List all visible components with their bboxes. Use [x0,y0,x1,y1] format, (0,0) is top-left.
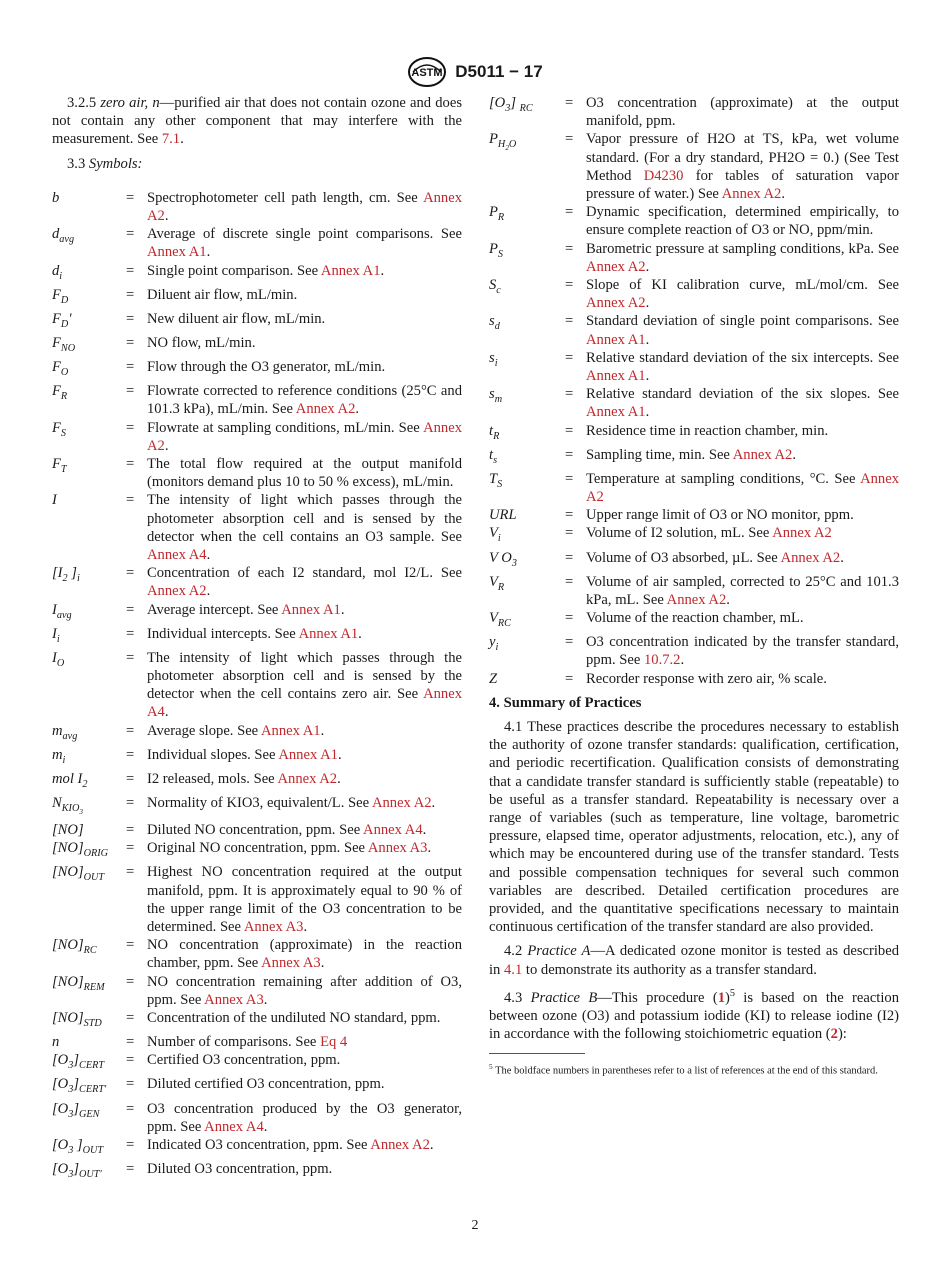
symbol-row: [$I_2$ ]$_i$ = Concentration of each I2 standard, mol I2/L. See Annex A2. [52,565,462,600]
para-3-3: 3.3 Symbols: [67,155,143,172]
symbol-row: $V_i$ = Volume of I2 solution, mL. See Annex A2 [489,525,832,545]
symbol-row: $m_{avg}$ = Average slope. See Annex A1. [52,722,325,742]
symbol-row: $s_m$ = Relative standard deviation of the six slopes. See Annex A1. [489,386,899,421]
para-4-3: 4.3 Practice B—This procedure $(1)^5$ is based on the reaction between ozone (O3) and potassium iodide (KI) to release iodine (I2) in accordance with the following stoichiometric equation (2): [489,987,900,1043]
symbol-row: $F_O$ = Flow through the O3 generator, mL/min. [52,359,386,378]
symbol-row: $F_D'$ = New diluent air flow, mL/min. [52,310,326,330]
footnote: $^5$ The boldface numbers in parentheses refer to a list of references at the end of this standard. [489,1062,878,1077]
symbol-row: $s_d$ = Standard deviation of single point comparisons. See Annex A1. [489,313,899,348]
symbol-row: $F_D$ = Diluent air flow, mL/min. [52,286,298,306]
symbol-row: $s_i$ = Relative standard deviation of the six intercepts. See Annex A1. [489,349,899,385]
ref-1[interactable]: 1 [717,989,725,1006]
symbol-row: $[O_3]$ $_{RC}$ = O3 concentration (approximate) at the output manifold, ppm. [489,95,899,130]
symbol-row: $d_{avg}$ = Average of discrete single point comparisons. See Annex A1. [52,226,462,261]
symbol-row: $T_S$ = Temperature at sampling conditions, °C. See Annex A2 [489,470,899,506]
symbol-row: $F_{NO}$ = NO flow, mL/min. [52,334,256,354]
page-header [0,56,950,88]
standard-code: D5011 − 17 [455,62,543,81]
ref-2[interactable]: 2 [830,1026,838,1043]
symbol-row: $[NO]_{STD}$ = Concentration of the undiluted NO standard, ppm. [52,1010,441,1029]
astm-logo [407,56,447,88]
symbol-row: URL = Upper range limit of O3 or NO monitor, ppm. [489,507,854,524]
symbol-row: $V_{RC}$ = Volume of the reaction chamber, mL. [489,610,804,630]
symbol-row: $P_S$ = Barometric pressure at sampling conditions, kPa. See Annex A2. [489,240,899,275]
symbol-row: $d_i$ = Single point comparison. See Annex A1. [52,262,385,282]
symbol-row: $[O_3]_{CERT}$ = Certified O3 concentration, ppm. [52,1052,341,1072]
symbol-row: $P_R$ = Dynamic specification, determined empirically, to ensure complete reaction of O3 or NO, ppm/min. [489,204,899,239]
symbol-row: $[NO]_{ORIG}$ = Original NO concentration, ppm. See Annex A3. [52,840,432,860]
symbol-row: n = Number of comparisons. See Eq 4 [52,1034,348,1051]
right-column [489,94,899,1078]
symbol-row: $I_i$ = Individual intercepts. See Annex A1. [52,625,362,645]
symbol-row: $[O_3]_{OUT'}$ = Diluted O3 concentration, ppm. [52,1161,333,1180]
symbol-row: $y_i$ = O3 concentration indicated by the transfer standard, ppm. See 10.7.2. [489,634,899,669]
symbol-row: $t_s$ = Sampling time, min. See Annex A2. [489,446,796,466]
left-column [52,94,462,1184]
symbol-row: [$O_3$ ]$_{OUT}$ = Indicated O3 concentration, ppm. See Annex A2. [52,1136,434,1156]
symbol-row: $I_O$ = The intensity of light which passes through the photometer absorption cell and is sensed by the detector when the cell contains zero air. See Annex A4. [52,649,462,721]
symbol-row: b = Spectrophotometer cell path length, cm. See Annex A2. [52,189,462,225]
symbol-row: Z = Recorder response with zero air, % scale. [489,670,827,687]
symbol-row: $m_i$ = Individual slopes. See Annex A1. [52,746,342,766]
symbol-row: $V_R$ = Volume of air sampled, corrected to 25°C and 101.3 kPa, mL. See Annex A2. [489,573,899,608]
para-3-2-5: 3.2.5 zero air, n—purified air that does not contain ozone and does not contain any other component that may interfere with the measurement. See 7.1. [52,95,463,148]
symbol-row: $t_R$ = Residence time in reaction chamber, min. [489,422,829,442]
symbol-row: $F_T$ = The total flow required at the output manifold (monitors demand plus 10 to 50 % excess), mL/min. [52,455,462,491]
link-7-1[interactable]: 7.1 [161,131,181,148]
symbol-row: $[NO]_{OUT}$ = Highest NO concentration required at the output manifold, ppm. It is approximately equal to 90 % of the upper range limit of the O3 concentration to be determined. See Annex A3. [52,864,462,936]
link-4-1[interactable]: 4.1 [504,961,523,978]
symbol-row: $F_R$ = Flowrate corrected to reference conditions (25°C and 101.3 kPa), mL/min. See Annex A2. [52,383,462,418]
symbol-row: $P_{H_2O}$ = Vapor pressure of H2O at TS, kPa, wet volume standard. (For a dry standard, PH2O = 0.) (See Test Method D4230 for tables of saturation vapor pressure of water.) See Annex A2. [489,131,899,203]
footnote-rule [489,1053,585,1054]
para-4-1: 4.1 These practices describe the procedures necessary to establish the authority of ozone transfer standards: qualification, certification, and periodic recertification. Qualification consists of demonstrating that a candidate transfer standard is sufficiently stable (repeatable) to be useful as a transfer standard. Repeatability is necessary over a range of variables (such as temperature, line voltage, barometric pressure, elapsed time, operator adjustments, relocation, etc.), any of which may be encountered during use of the transfer standard. Tests and possible compensation techniques for several such common variables are described. Detailed certification procedures are provided, and the quantitative specifications necessary to maintain continuous certification of the transfer standard are also provided. [489,719,899,936]
symbol-row: V $O_3$ = Volume of O3 absorbed, µL. See Annex A2. [489,549,844,569]
section-4-heading: 4. Summary of Practices [489,694,642,711]
symbol-row: $F_S$ = Flowrate at sampling conditions, mL/min. See Annex A2. [52,419,462,454]
para-4-2: 4.2 Practice A—A dedicated ozone monitor is tested as described in 4.1 to demonstrate its authority as a transfer standard. [489,943,899,978]
link-d4230[interactable]: D4230 [643,167,684,184]
symbol-row: $[O_3]_{GEN}$ = O3 concentration produced by the O3 generator, ppm. See Annex A4. [52,1100,462,1135]
symbol-row: mol $I_2$ = I2 released, mols. See Annex A2. [52,770,341,790]
symbol-row: $[NO]_{RC}$ = NO concentration (approximate) in the reaction chamber, ppm. See Annex A3. [52,937,462,972]
page-number: 2 [471,1218,479,1233]
symbol-row: $[NO]_{REM}$ = NO concentration remaining after addition of O3, ppm. See Annex A3. [52,973,462,1008]
symbol-row: I = The intensity of light which passes through the photometer absorption cell and is sensed by the detector when the cell contains an O3 sample. See Annex A4. [52,492,462,563]
symbol-row: $N_{KIO_3}$ = Normality of KIO3, equivalent/L. See Annex A2. [52,794,436,816]
symbol-row: $I_{avg}$ = Average intercept. See Annex A1. [52,601,345,621]
symbol-row: [NO] = Diluted NO concentration, ppm. See Annex A4. [52,822,427,839]
svg-text:ASTM: ASTM [411,67,443,79]
symbol-row: $[O_3]_{CERT'}$ = Diluted certified O3 concentration, ppm. [52,1076,385,1096]
symbol-row: $S_c$ = Slope of KI calibration curve, mL/mol/cm. See Annex A2. [489,277,899,312]
